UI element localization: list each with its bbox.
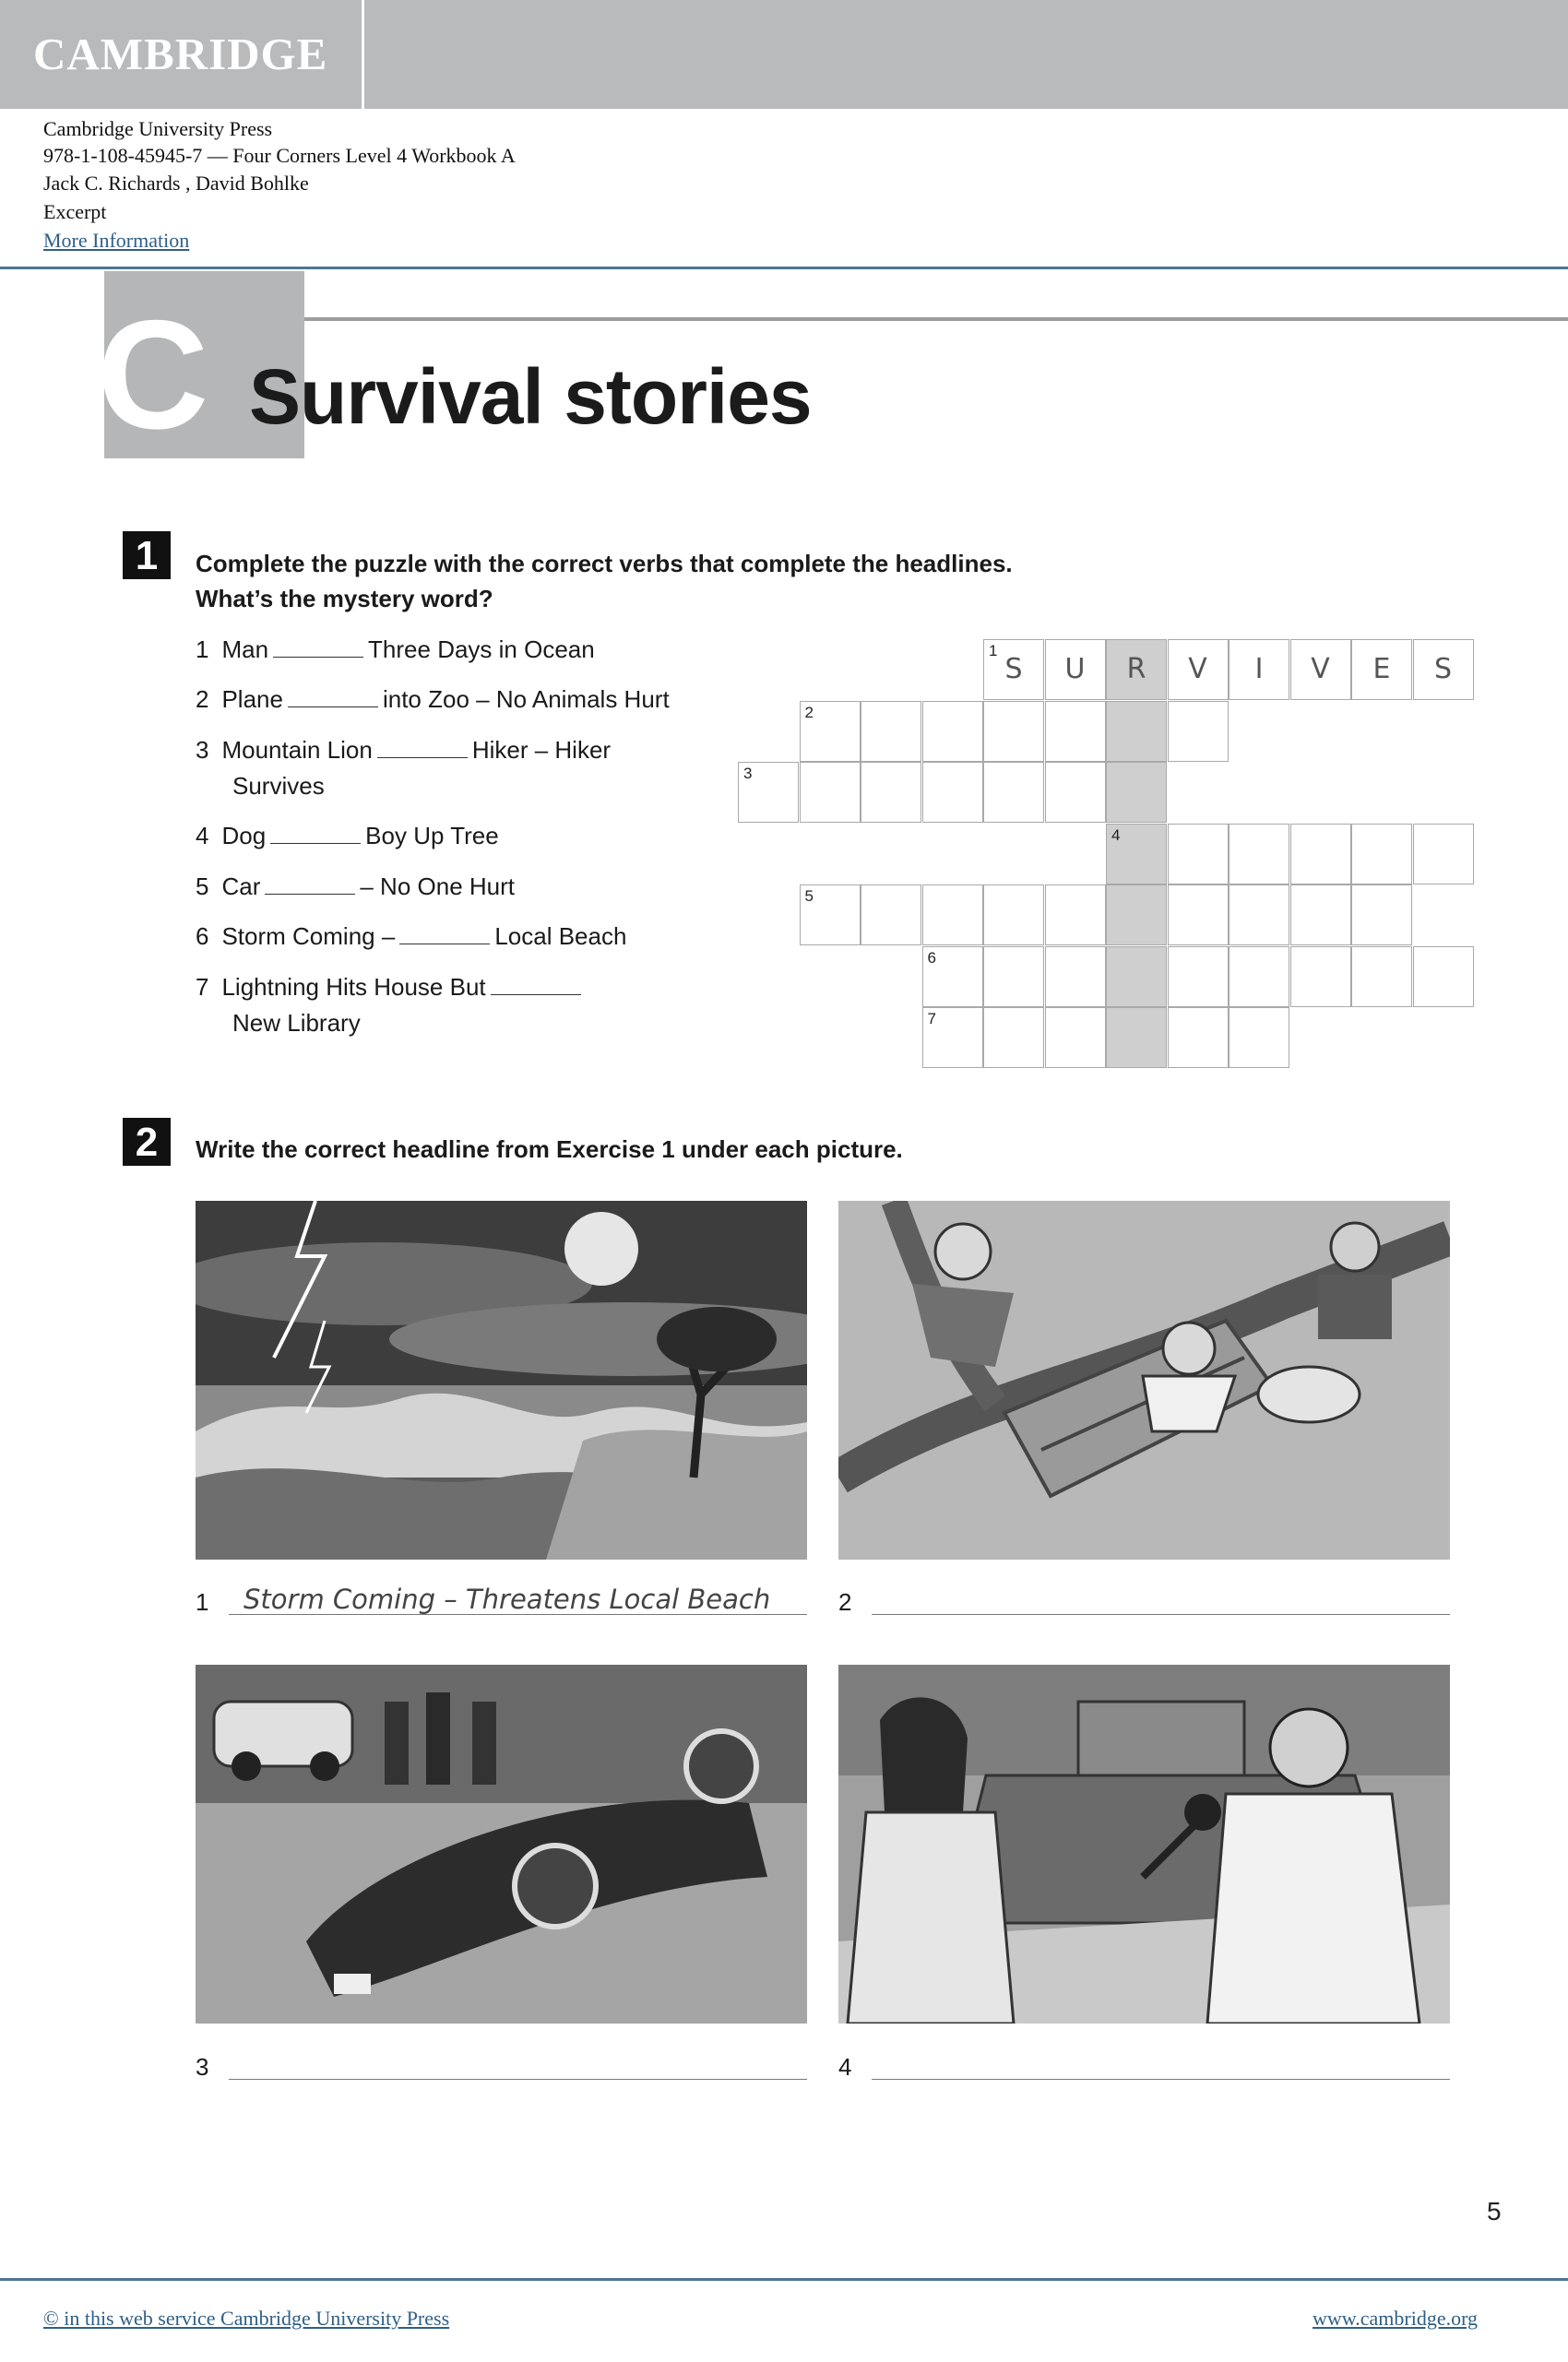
crossword-cell[interactable] (1045, 946, 1106, 1007)
clue-text: Dog (221, 822, 267, 849)
crossword-cell[interactable] (922, 701, 983, 762)
crossword-cell[interactable] (922, 946, 983, 1007)
crossword-letter: V (1311, 653, 1330, 685)
clue-blank[interactable] (273, 636, 363, 658)
crossword-cell[interactable] (1229, 824, 1289, 884)
clue-4 (196, 822, 499, 850)
exercise-2-instruction: Write the correct headline from Exercise 1 under each picture. (196, 1135, 903, 1163)
clue-text: Lightning Hits House But (221, 973, 486, 1001)
crossword-cell[interactable] (1229, 946, 1289, 1007)
answer-1-number: 1 (196, 1588, 209, 1616)
crossword-cell[interactable] (983, 884, 1044, 945)
crossword-cell[interactable] (983, 762, 1044, 823)
crossword-cell[interactable] (1229, 1007, 1289, 1068)
cambridge-logo: CAMBRIDGE (33, 29, 328, 79)
crossword-letter: U (1064, 653, 1086, 685)
clue-blank[interactable] (270, 823, 361, 844)
crossword-cell[interactable] (922, 762, 983, 823)
crossword-letter: I (1254, 653, 1264, 685)
answer-2-number: 2 (838, 1588, 852, 1616)
clue-text: Storm Coming – (221, 922, 396, 950)
crossword-puzzle (738, 639, 1479, 1073)
clue-number: 7 (196, 973, 209, 1001)
section-letter: C (97, 288, 209, 461)
clue-text: Mountain Lion (221, 736, 373, 764)
crossword-cell[interactable] (800, 762, 861, 823)
clue-number: 3 (196, 736, 209, 764)
crossword-cell[interactable] (1229, 639, 1289, 700)
clue-5 (196, 872, 515, 901)
crossword-cell[interactable] (922, 1007, 983, 1068)
crossword-cell[interactable] (1413, 824, 1474, 884)
crossword-cell[interactable] (922, 884, 983, 945)
crossword-cell[interactable] (1106, 1007, 1167, 1068)
crossword-cell[interactable] (1045, 639, 1106, 700)
crossword-cell[interactable] (800, 884, 861, 945)
isbn-title: 978-1-108-45945-7 — Four Corners Level 4 Workbook A (43, 144, 516, 167)
crossword-letter: E (1372, 653, 1391, 685)
crossword-cell[interactable] (1290, 824, 1351, 884)
crossword-cell[interactable] (1290, 884, 1351, 945)
crossword-cell[interactable] (983, 701, 1044, 762)
crossword-cell[interactable] (1351, 824, 1412, 884)
rescued-man-interview-picture (838, 1665, 1450, 2024)
header-rule (0, 267, 1568, 269)
clue-3 (196, 736, 611, 765)
crossword-cell[interactable] (983, 1007, 1044, 1068)
crossword-cell[interactable] (1351, 639, 1412, 700)
clue-text: Three Days in Ocean (368, 635, 595, 663)
clue-text: Car (221, 872, 261, 900)
title-rule (304, 317, 1568, 321)
crossword-cell[interactable] (1106, 946, 1167, 1007)
clue-text: Hiker – Hiker (471, 736, 612, 764)
exercise-1-number: 1 (123, 531, 171, 579)
crossword-cell[interactable] (738, 762, 799, 823)
crossword-cell[interactable] (1413, 639, 1474, 700)
clue-text: into Zoo – No Animals Hurt (382, 685, 670, 713)
answer-4-line[interactable] (872, 2079, 1450, 2080)
authors: Jack C. Richards , David Bohlke (43, 172, 309, 195)
clue-7-continued: New Library (232, 1009, 361, 1037)
crossword-cell[interactable] (1290, 946, 1351, 1007)
clue-blank[interactable] (265, 873, 355, 895)
exercise-1-instruction-line1: Complete the puzzle with the correct verbs that complete the headlines. (196, 550, 1013, 577)
crossword-cell[interactable] (1168, 639, 1229, 700)
clue-number: 6 (196, 922, 209, 950)
crossword-cell[interactable] (1045, 1007, 1106, 1068)
crossword-letter: V (1188, 653, 1207, 685)
crossword-cell[interactable] (983, 946, 1044, 1007)
crossword-clue-number: 4 (1111, 825, 1121, 844)
footer-rule (0, 2278, 1568, 2281)
crossword-clue-number: 5 (804, 887, 814, 905)
crossword-cell[interactable] (1045, 884, 1106, 945)
clue-number: 5 (196, 872, 209, 900)
exercise-1-instruction-line2: What’s the mystery word? (196, 585, 493, 612)
crossword-letter: R (1126, 653, 1146, 685)
crossword-letter: S (1004, 653, 1023, 685)
crossword-cell[interactable] (1168, 701, 1229, 762)
answer-1-text: Storm Coming – Threatens Local Beach (244, 1584, 771, 1615)
clue-text: Plane (221, 685, 283, 713)
clue-text: – No One Hurt (360, 872, 516, 900)
crossword-cell[interactable] (861, 762, 921, 823)
crossword-clue-number: 2 (804, 703, 814, 721)
dog-rescues-boy-in-tree-picture (838, 1201, 1450, 1560)
page-title: Survival stories (249, 353, 812, 440)
clue-number: 4 (196, 822, 209, 849)
clue-7 (196, 973, 586, 1002)
clue-number: 1 (196, 635, 209, 663)
crossword-clue-number: 3 (743, 765, 753, 782)
page-number: 5 (1487, 2197, 1502, 2226)
clue-text: Boy Up Tree (365, 822, 499, 849)
clue-blank[interactable] (288, 686, 378, 707)
crossword-letter: S (1433, 653, 1453, 685)
crossword-cell[interactable] (1106, 639, 1167, 700)
crossword-clue-number: 6 (927, 948, 936, 967)
crossword-cell[interactable] (861, 884, 921, 945)
crossword-cell[interactable] (861, 701, 921, 762)
more-information-link[interactable]: More Information (43, 229, 190, 252)
crossword-cell[interactable] (1106, 884, 1167, 945)
clue-1 (196, 635, 595, 664)
crossword-clue-number: 1 (989, 642, 998, 659)
crossword-cell[interactable] (800, 701, 861, 762)
answer-3-number: 3 (196, 2053, 209, 2081)
clue-blank[interactable] (491, 974, 581, 995)
clue-6 (196, 922, 626, 951)
crossword-cell[interactable] (1290, 639, 1351, 700)
crossword-cell[interactable] (1106, 701, 1167, 762)
clue-number: 2 (196, 685, 209, 713)
clue-text: Man (221, 635, 269, 663)
crossword-cell[interactable] (1229, 884, 1289, 945)
clue-blank[interactable] (377, 737, 468, 758)
copyright-link[interactable]: © in this web service Cambridge University Press (43, 2307, 450, 2330)
answer-2-line[interactable] (872, 1614, 1450, 1615)
crossword-cell[interactable] (1106, 824, 1167, 884)
clue-text: Local Beach (494, 922, 627, 950)
crossword-cell[interactable] (1106, 762, 1167, 823)
crossword-cell[interactable] (1351, 946, 1412, 1007)
crossword-cell[interactable] (1413, 946, 1474, 1007)
crossword-cell[interactable] (983, 639, 1044, 700)
website-link[interactable]: www.cambridge.org (1313, 2307, 1479, 2330)
crossword-cell[interactable] (1168, 824, 1229, 884)
clue-blank[interactable] (399, 923, 490, 944)
storm-over-ocean-picture (196, 1201, 807, 1560)
answer-3-line[interactable] (229, 2079, 807, 2080)
crossword-cell[interactable] (1045, 701, 1106, 762)
crossword-cell[interactable] (1168, 884, 1229, 945)
clue-2 (196, 685, 670, 714)
excerpt-label: Excerpt (43, 200, 107, 223)
crossword-cell[interactable] (1351, 884, 1412, 945)
clue-3-continued: Survives (232, 772, 325, 800)
crossword-clue-number: 7 (927, 1010, 936, 1027)
publisher: Cambridge University Press (43, 117, 273, 140)
overturned-car-picture (196, 1665, 807, 2024)
answer-4-number: 4 (838, 2053, 852, 2081)
crossword-cell[interactable] (1168, 946, 1229, 1007)
crossword-cell[interactable] (1045, 762, 1106, 823)
crossword-cell[interactable] (1168, 1007, 1229, 1068)
exercise-2-number: 2 (123, 1118, 171, 1166)
